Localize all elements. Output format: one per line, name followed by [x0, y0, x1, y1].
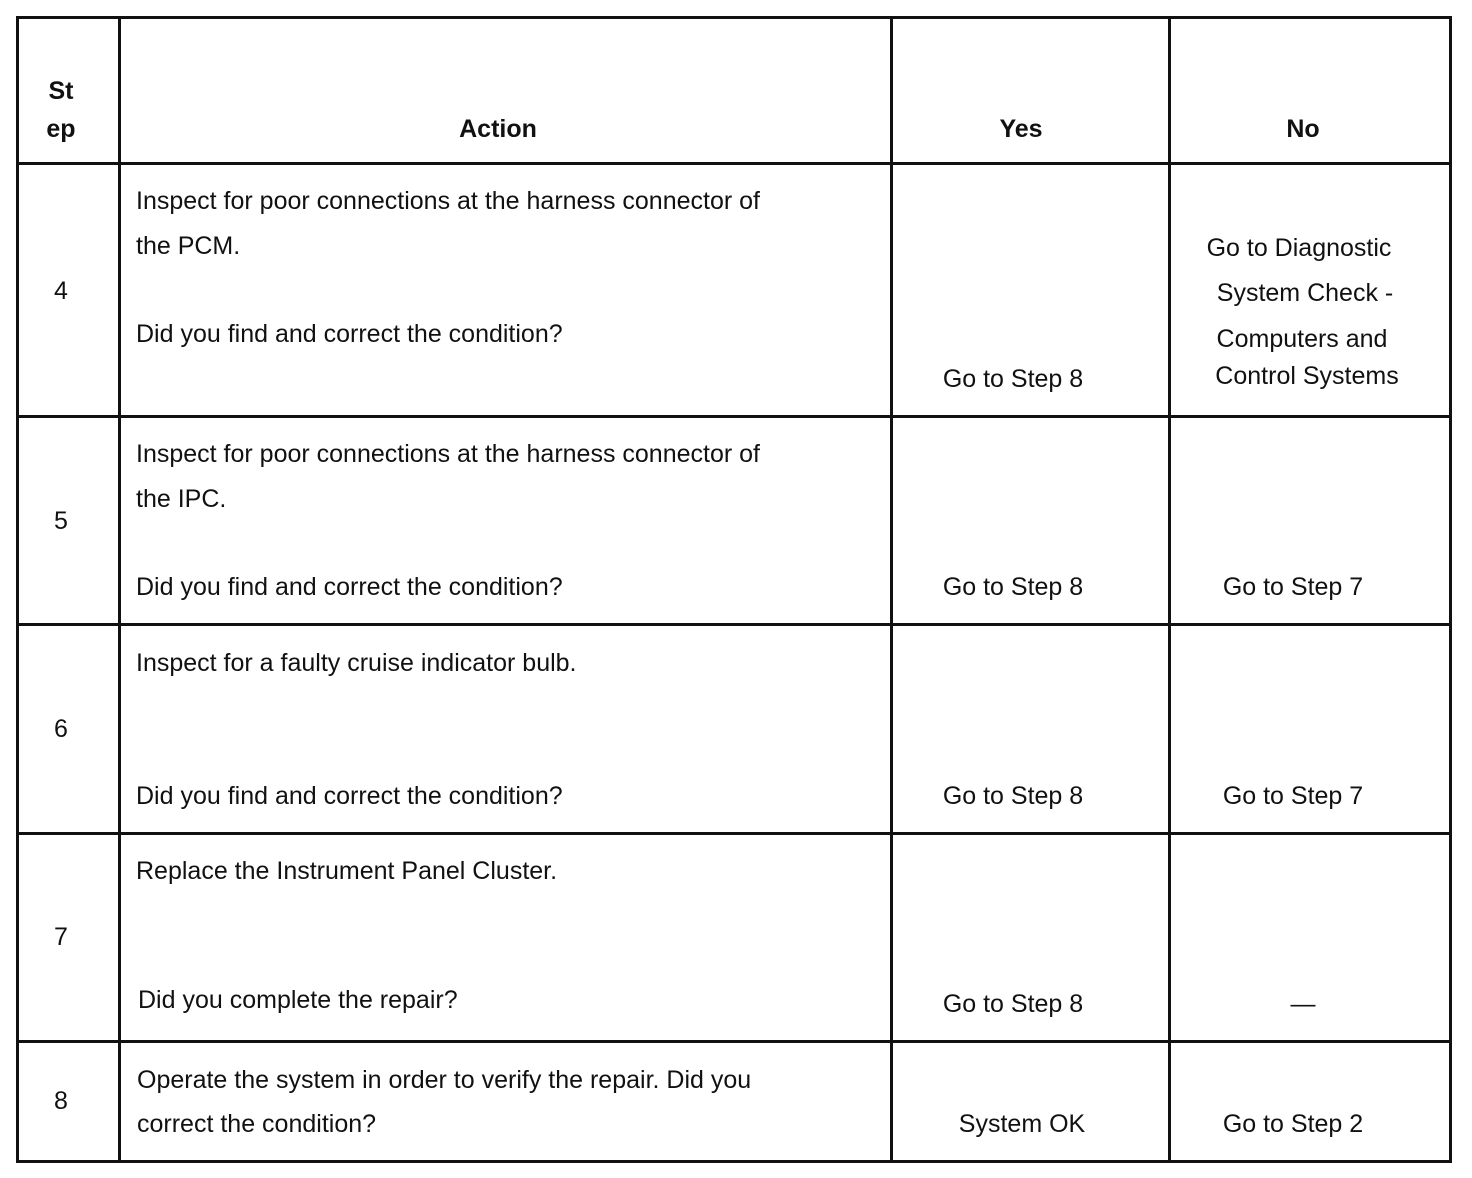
step-number: 4 [54, 277, 68, 305]
header-yes: Yes [999, 115, 1043, 143]
grid-line [16, 1040, 1452, 1043]
grid-line [16, 16, 19, 1163]
no-result: System Check - [1216, 279, 1394, 307]
yes-result: Go to Step 8 [942, 990, 1084, 1018]
yes-result: Go to Step 8 [942, 573, 1084, 601]
yes-result: System OK [958, 1110, 1086, 1138]
header-no: No [1286, 115, 1320, 143]
action-text: the IPC. [136, 485, 227, 513]
no-result: Control Systems [1215, 362, 1399, 390]
yes-result: Go to Step 8 [942, 365, 1084, 393]
header-action: Action [459, 115, 537, 143]
no-result: Go to Step 7 [1222, 573, 1364, 601]
step-number: 5 [54, 507, 68, 535]
header-step-line1: St [48, 77, 74, 105]
action-text: Inspect for poor connections at the harness connector of [136, 440, 760, 468]
step-number: 7 [54, 923, 68, 951]
grid-line [16, 162, 1452, 165]
action-text: Inspect for poor connections at the harness connector of [136, 187, 760, 215]
grid-line [1449, 16, 1452, 1163]
no-result: Go to Diagnostic [1206, 234, 1392, 262]
no-result: Go to Step 7 [1222, 782, 1364, 810]
grid-line [118, 16, 121, 1163]
grid-line [890, 16, 893, 1163]
action-question: Did you find and correct the condition? [136, 573, 563, 601]
grid-line [16, 16, 1452, 19]
action-question: Did you complete the repair? [138, 986, 458, 1014]
action-text: correct the condition? [137, 1110, 377, 1138]
action-text: the PCM. [136, 232, 241, 260]
step-number: 6 [54, 715, 68, 743]
grid-line [16, 1160, 1452, 1163]
action-text: Inspect for a faulty cruise indicator bulb. [136, 649, 577, 677]
action-question: Did you find and correct the condition? [136, 320, 563, 348]
grid-line [16, 623, 1452, 626]
no-result: — [1290, 990, 1316, 1018]
step-number: 8 [54, 1087, 68, 1115]
grid-line [1168, 16, 1171, 1163]
no-result: Go to Step 2 [1222, 1110, 1364, 1138]
grid-line [16, 415, 1452, 418]
no-result: Computers and [1216, 325, 1388, 353]
action-text: Replace the Instrument Panel Cluster. [136, 857, 558, 885]
header-step-line2: ep [46, 115, 76, 143]
yes-result: Go to Step 8 [942, 782, 1084, 810]
grid-line [16, 832, 1452, 835]
action-question: Did you find and correct the condition? [136, 782, 563, 810]
action-text: Operate the system in order to verify the repair. Did you [137, 1066, 752, 1094]
